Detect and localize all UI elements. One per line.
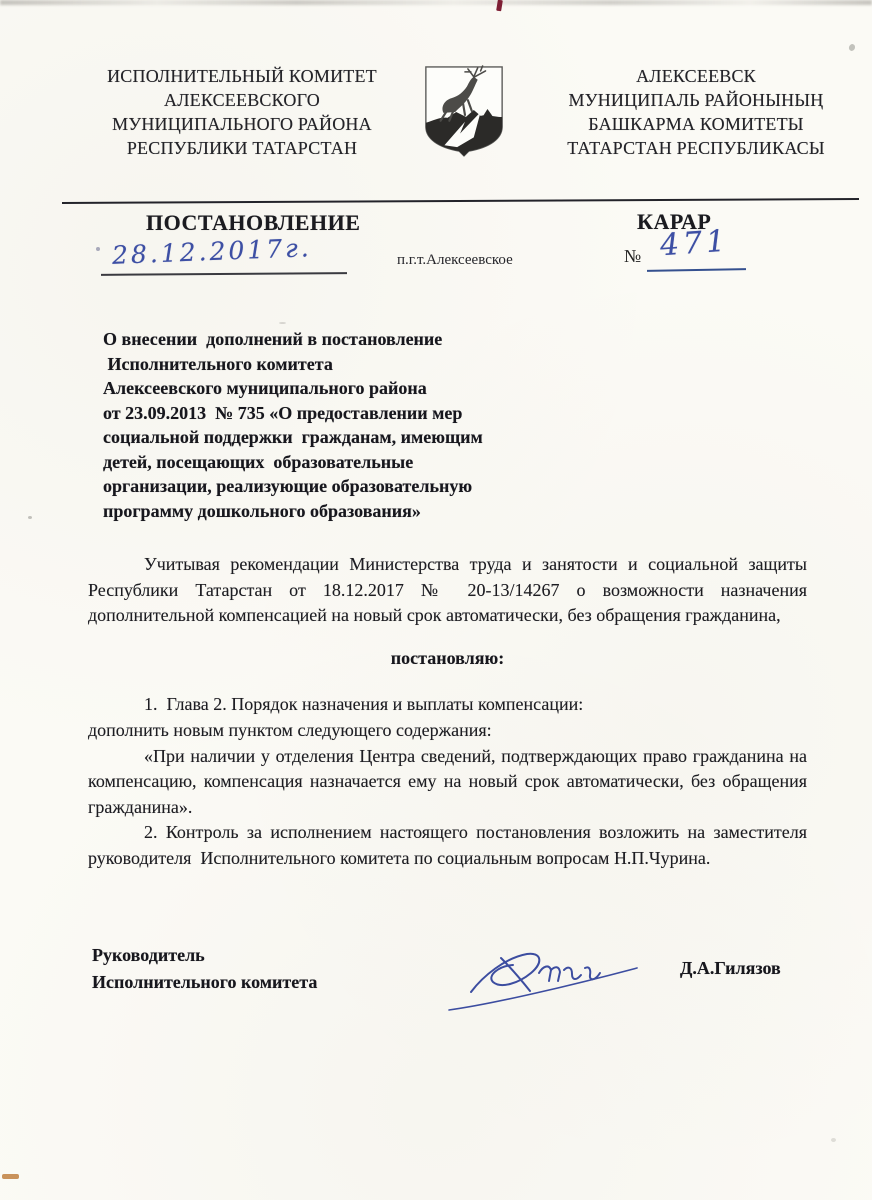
scan-edge-shadow: [0, 0, 872, 5]
doc-type-russian: ПОСТАНОВЛЕНИЕ: [146, 210, 361, 235]
item-2-paragraph: 2. Контроль за исполнением настоящего постановления возложить на заместителя руководителя Исполнительного комитета по социальным вопросам Н.П.Чурина.: [88, 822, 812, 868]
signer-position-line: Исполнительного комитета: [92, 972, 318, 992]
handwritten-number: 471: [658, 223, 731, 264]
preamble-paragraph: Учитывая рекомендации Министерства труда и занятости и социальной защиты Республики Татарстан от 18.12.2017 № 20-13/14267 о возможности назначения дополнительной компенсацией на новый срок автоматически, без обращения гражданина,: [88, 554, 812, 626]
org-line: ТАТАРСТАН РЕСПУБЛИКАСЫ: [567, 138, 825, 158]
scan-speck: [279, 322, 286, 324]
number-underline: [647, 268, 746, 272]
title-line: социальной поддержки гражданам, имеющим: [103, 427, 483, 447]
scan-speck: [848, 43, 856, 52]
resolve-word: постановляю:: [390, 647, 505, 668]
signer-name: Д.А.Гилязов: [680, 958, 781, 978]
handwritten-date: 28.12.2017г.: [111, 233, 313, 270]
scan-speck: [831, 1138, 836, 1142]
scan-orange-mark: [2, 1174, 19, 1179]
org-line: АЛЕКСЕЕВСК: [636, 66, 756, 86]
item-1-heading: 1. Глава 2. Порядок назначения и выплаты компенсации:: [144, 694, 584, 715]
scan-speck: [96, 247, 100, 251]
org-name-russian: [68, 64, 416, 160]
org-line: АЛЕКСЕЕВСКОГО: [164, 90, 320, 110]
title-line: программу дошкольного образования»: [103, 500, 421, 521]
header-divider-rule: [62, 198, 859, 204]
item-1-continuation: дополнить новым пунктом следующего содержания:: [88, 719, 492, 740]
title-line: О внесении дополнений в постановление: [103, 329, 443, 349]
org-name-tatar: [528, 64, 864, 160]
title-line: организации, реализующие образовательную: [103, 476, 473, 496]
quoted-amendment: «При наличии у отделения Центра сведений, подтверждающих право гражданина на компенсацию, компенсация назначается ему на новый срок автоматически, без обращения гражданина».: [88, 745, 812, 817]
number-sign: №: [624, 246, 642, 266]
place-name: п.г.т.Алексеевское: [397, 252, 513, 268]
doc-type-tatar: КАРАР: [637, 209, 712, 234]
scan-red-mark: [496, 0, 503, 11]
org-line: БАШКАРМА КОМИТЕТЫ: [588, 114, 804, 134]
title-line: детей, посещающих образовательные: [103, 451, 414, 472]
signature-scribble-icon: [443, 942, 643, 1017]
date-underline: [101, 272, 347, 276]
decree-title: [103, 327, 603, 523]
coat-of-arms-icon: [420, 61, 508, 159]
org-line: МУНИЦИПАЛЬНОГО РАЙОНА: [112, 114, 372, 134]
signer-position: [92, 942, 317, 996]
title-line: Исполнительного комитета: [103, 353, 333, 374]
decree-body: [88, 552, 812, 872]
title-line: Алексеевского муниципального района: [103, 378, 427, 398]
signer-position-line: Руководитель: [92, 945, 205, 965]
org-line: РЕСПУБЛИКИ ТАТАРСТАН: [126, 138, 358, 158]
org-line: МУНИЦИПАЛЬ РАЙОНЫНЫҢ: [568, 90, 824, 110]
title-line: от 23.09.2013 № 735 «О предоставлении мер: [103, 402, 463, 423]
org-line: ИСПОЛНИТЕЛЬНЫЙ КОМИТЕТ: [107, 66, 377, 86]
scan-speck: [28, 516, 32, 519]
